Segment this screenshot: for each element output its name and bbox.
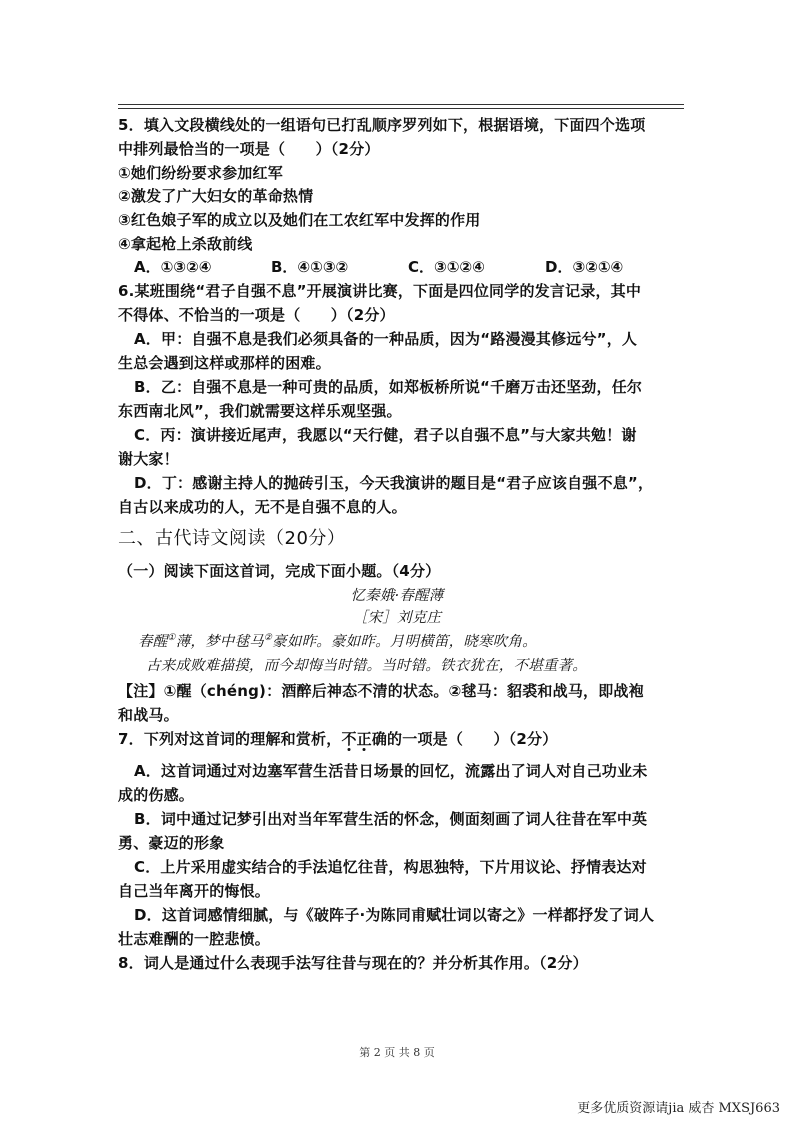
note-line2: 和战马。 <box>118 706 179 724</box>
q6-option-d-line2: 自古以来成功的人，无不是自强不息的人。 <box>118 498 407 516</box>
q6-option-b-line2: 东西南北风”，我们就需要这样乐观坚强。 <box>118 402 402 420</box>
footnote-marker-2: ② <box>263 633 273 644</box>
poem-line-1-part1: 春醒 <box>138 634 168 650</box>
q5-stem-line2: 中排列最恰当的一项是（ ）（2分） <box>118 140 380 158</box>
q7-option-d-line1: D．这首词感情细腻，与《破阵子·为陈同甫赋壮词以寄之》一样都抒发了词人 <box>134 906 655 924</box>
poem-title: 忆秦娥·春醒薄 <box>350 588 444 604</box>
page-number: 第 2 页 共 8 页 <box>359 1046 435 1059</box>
q5-stem-line1: 5．填入文段横线处的一组语句已打乱顺序罗列如下，根据语境，下面四个选项 <box>118 116 646 134</box>
poem-line-2: 古来成败难描摸，而今却悔当时错。当时错。铁衣犹在，不堪重著。 <box>146 658 587 674</box>
q7-option-c-line2: 自己当年离开的悔恨。 <box>118 882 271 900</box>
q7-emphasis-char-2: 正 <box>356 730 372 748</box>
q5-option-b: B．④①③② <box>271 258 349 276</box>
q7-option-a-line2: 成的伤感。 <box>118 786 195 804</box>
header-rule-top <box>118 104 684 105</box>
q8-stem: 8．词人是通过什么表现手法写往昔与现在的？并分析其作用。（2分） <box>118 954 588 972</box>
q7-option-a-line1: A．这首词通过对边塞军营生活昔日场景的回忆，流露出了词人对自己功业未 <box>134 762 648 780</box>
q5-item-2: ②激发了广大妇女的革命热情 <box>118 187 314 205</box>
note-line1: 【注】①醒（chéng)：酒醉后神态不清的状态。②毬马：貂裘和战马，即战袍 <box>118 682 644 700</box>
poem-line-1 <box>138 631 537 653</box>
resource-watermark: 更多优质资源请jia 威杏 MXSJ663 <box>577 1101 780 1116</box>
poem-author: ［宋］刘克庄 <box>352 610 442 626</box>
part1-instruction: （一）阅读下面这首词，完成下面小题。（4分） <box>118 562 441 580</box>
q7-stem-part2: 确的一项是（ ）（2分） <box>371 730 558 748</box>
q6-option-c-line1: C．丙：演讲接近尾声，我愿以“天行健，君子以自强不息”与大家共勉！谢 <box>134 426 637 444</box>
q6-option-a-line2: 生总会遇到这样或那样的困难。 <box>118 354 331 372</box>
q5-option-c: C．③①②④ <box>408 258 485 276</box>
q6-option-a-line1: A．甲：自强不息是我们必须具备的一种品质，因为“路漫漫其修远兮”，人 <box>134 330 638 348</box>
q5-option-a: A．①③②④ <box>134 258 212 276</box>
q6-stem-line2: 不得体、不恰当的一项是（ ）（2分） <box>118 306 395 324</box>
q7-option-c-line1: C．上片采用虚实结合的手法追忆往昔，构思独特，下片用议论、抒情表达对 <box>134 858 647 876</box>
q6-option-b-line1: B．乙：自强不息是一种可贵的品质，如郑板桥所说“千磨万击还坚劲，任尔 <box>134 378 643 396</box>
q6-stem-line1: 6.某班围绕“君子自强不息”开展演讲比赛，下面是四位同学的发言记录，其中 <box>118 282 642 300</box>
q7-option-b-line1: B．词中通过记梦引出对当年军营生活的怀念，侧面刻画了词人往昔在军中英 <box>134 810 648 828</box>
q7-stem-part1: 7．下列对这首词的理解和赏析， <box>118 730 342 748</box>
q7-option-d-line2: 壮志难酬的一腔悲愤。 <box>118 930 271 948</box>
q5-option-d: D．③②①④ <box>545 258 624 276</box>
q5-item-1: ①她们纷纷要求参加红军 <box>118 164 283 182</box>
q5-options <box>134 256 623 278</box>
q7-emphasis-char-1: 不 <box>341 730 357 748</box>
q7-option-b-line2: 勇、豪迈的形象 <box>118 834 225 852</box>
q5-item-4: ④拿起枪上杀敌前线 <box>118 235 253 253</box>
q6-option-c-line2: 谢大家！ <box>118 450 179 468</box>
header-rule-bottom <box>118 108 684 109</box>
q7-stem <box>118 728 557 750</box>
poem-line-1-part3: 豪如昨。豪如昨。月明横笛，晓寒吹角。 <box>272 634 537 650</box>
poem-line-1-part2: 薄，梦中毬马 <box>175 634 264 650</box>
q6-option-d-line1: D．丁：感谢主持人的抛砖引玉，今天我演讲的题目是“君子应该自强不息”， <box>134 474 654 492</box>
section-title: 二、古代诗文阅读（20分） <box>118 528 346 549</box>
footnote-marker-1: ① <box>167 633 176 644</box>
q5-item-3: ③红色娘子军的成立以及她们在工农红军中发挥的作用 <box>118 211 481 229</box>
